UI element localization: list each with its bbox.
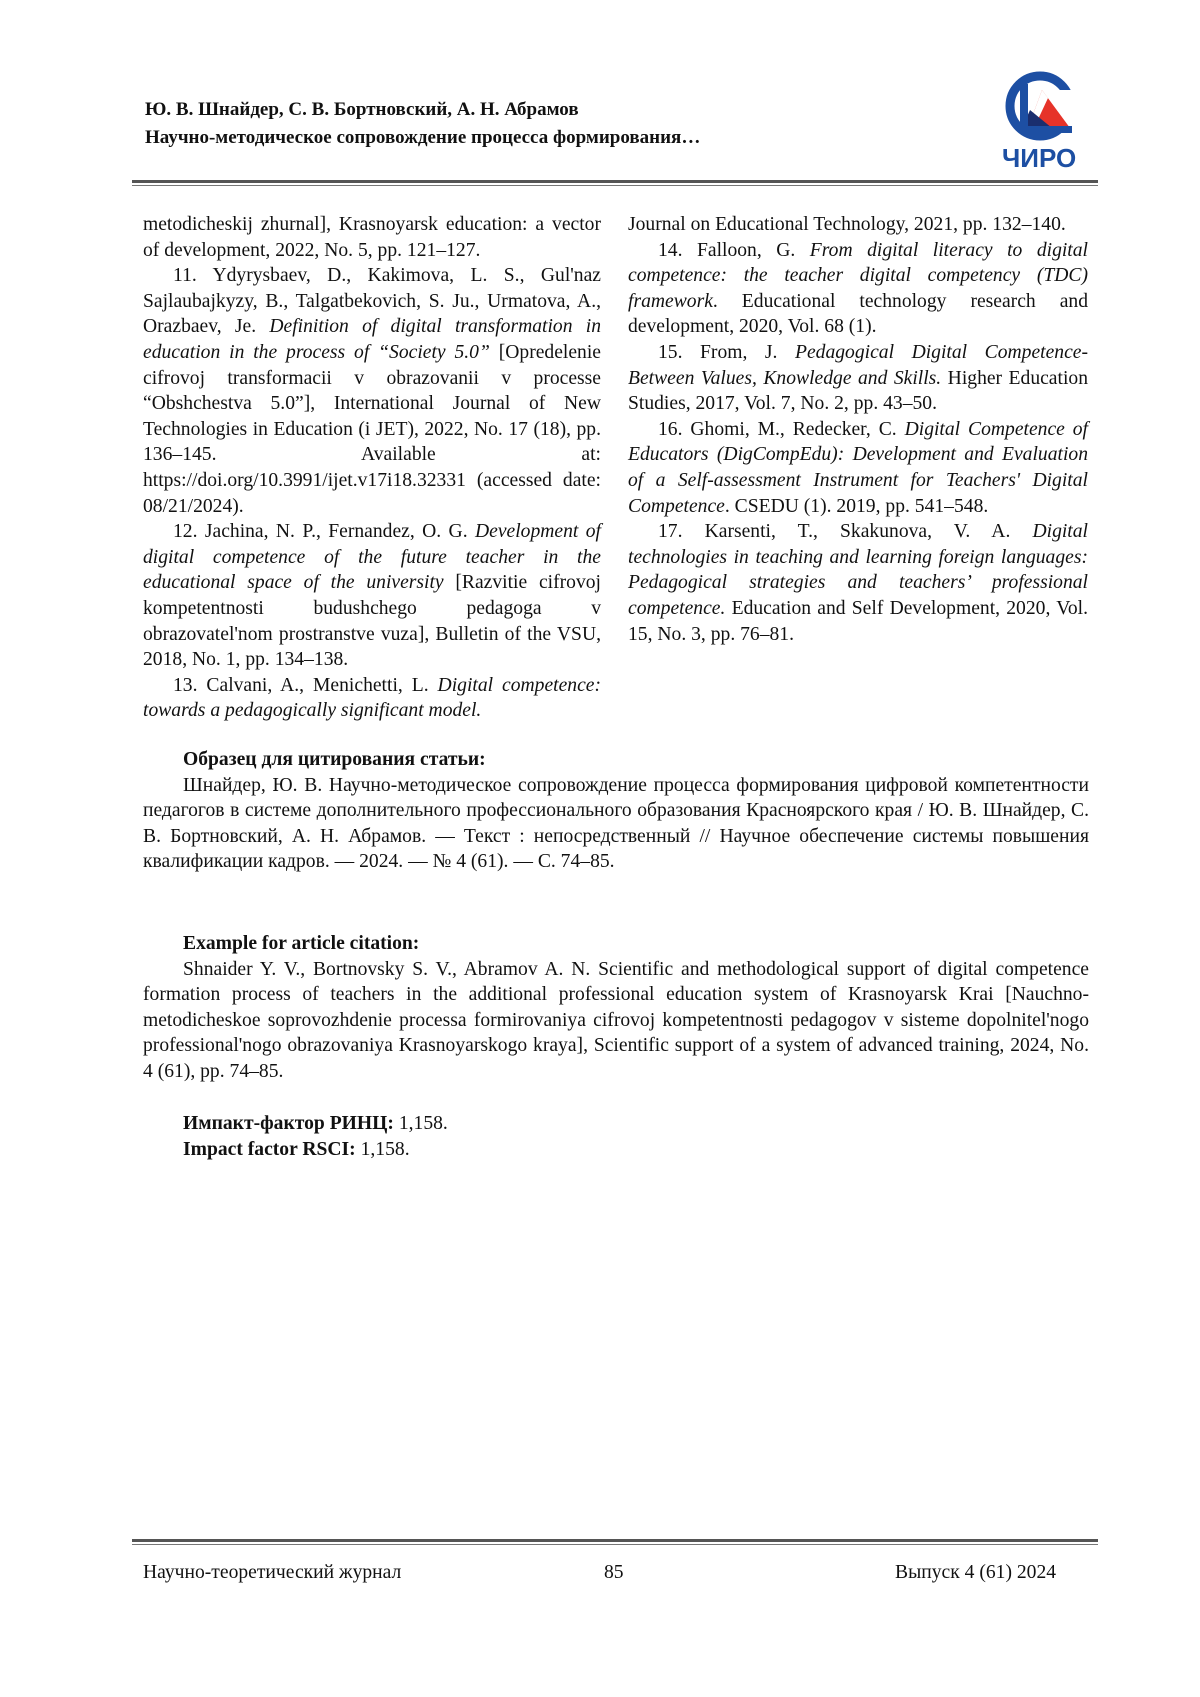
page-header [145, 96, 1005, 152]
impact-factor-en: Impact factor RSCI: 1,158. [183, 1139, 410, 1160]
reference-15: 15. From, J. Pedagogical Digital Competence-Between Values, Knowledge and Skills. Higher Education Studies, 2017, Vol. 7, No. 2, pp. 43–50. [628, 341, 1088, 415]
reference-17: 17. Karsenti, T., Skakunova, V. A. Digital technologies in teaching and learning foreign languages: Pedagogical strategies and teachers’ professional competence. Education and Self Development, 2020, Vol. 15, No. 3, pp. 76–81. [628, 521, 1088, 645]
reference-11: 11. Ydyrysbaev, D., Kakimova, L. S., Gul'naz Sajlaubajkyzy, B., Talgatbekovich, S. Ju., Urmatova, A., Orazbaev, Je. Definition of digital transformation in education in the process of “Society 5.0” [Opredelenie cifrovoj transformacii v obrazovanii v processe “Obshchestva 5.0”], International Journal of New Technologies in Education (i JET), 2022, No. 17 (18), pp. 136–145. Available at: https://doi.org/10.3991/ijet.v17i18.32331 (accessed date: 08/21/2024). [143, 265, 601, 517]
citation-ru-heading: Образец для цитирования статьи: [183, 749, 486, 770]
footer-divider-thin [132, 1544, 1098, 1545]
citation-ru [143, 747, 1089, 875]
impact-factor-ru: Импакт-фактор РИНЦ: 1,158. [183, 1113, 448, 1134]
footer-journal: Научно-теоретический журнал [143, 1562, 402, 1583]
citation-en [143, 931, 1089, 1085]
logo-text: ЧИРО [1002, 143, 1077, 173]
reference-13: 13. Calvani, A., Menichetti, L. Digital competence: towards a pedagogically significant model. [143, 674, 601, 722]
header-divider [132, 180, 1098, 183]
header-authors: Ю. В. Шнайдер, С. В. Бортновский, А. Н. Абрамов [145, 99, 579, 120]
right-column [628, 212, 1088, 647]
header-divider-thin [132, 185, 1098, 186]
reference-12: 12. Jachina, N. P., Fernandez, O. G. Development of digital competence of the future teacher in the educational space of the university [Razvitie cifrovoj kompetentnosti budushchego pedagoga v obrazovatel'nom prostranstve vuza], Bulletin of the VSU, 2018, No. 1, pp. 134–138. [143, 521, 601, 671]
page-number: 85 [604, 1562, 624, 1583]
left-column [143, 212, 601, 724]
reference-14: 14. Falloon, G. From digital literacy to digital competence: the teacher digital competency (TDC) framework. Educational technology research and development, 2020, Vol. 68 (1). [628, 239, 1088, 338]
citation-en-heading: Example for article citation: [183, 933, 420, 954]
header-title: Научно-методическое сопровождение процесса формирования… [145, 127, 701, 148]
reference-continuation: metodicheskij zhurnal], Krasnoyarsk education: a vector of development, 2022, No. 5, pp. 121–127. [143, 214, 601, 261]
reference-16: 16. Ghomi, M., Redecker, C. Digital Competence of Educators (DigCompEdu): Development and Evaluation of a Self-assessment Instrument for Teachers' Digital Competence. CSEDU (1). 2019, pp. 541–548. [628, 418, 1088, 517]
footer-issue: Выпуск 4 (61) 2024 [895, 1562, 1057, 1583]
reference-13-continuation: Journal on Educational Technology, 2021, pp. 132–140. [628, 214, 1066, 235]
footer-divider [132, 1539, 1098, 1542]
impact-factor [183, 1111, 448, 1163]
citation-ru-text: Шнайдер, Ю. В. Научно-методическое сопровождение процесса формирования цифровой компетентности педагогов в системе дополнительного профессионального образования Красноярского края / Ю. В. Шнайдер, С. В. Бортновский, А. Н. Абрамов. — Текст : непосредственный // Научное обеспечение системы повышения квалификации кадров. — 2024. — № 4 (61). — С. 74–85. [143, 774, 1089, 873]
citation-en-text: Shnaider Y. V., Bortnovsky S. V., Abramov A. N. Scientific and methodological support of digital competence formation process of teachers in the additional professional education system of Krasnoyarsk Krai [Nauchno-metodicheskoe soprovozhdenie processa formirovaniya cifrovoj kompetentnosti pedagogov v sisteme dopolnitel'nogo professional'nogo obrazovaniya Krasnoyarskogo kraya], Scientific support of a system of advanced training, 2024, No. 4 (61), pp. 74–85. [143, 958, 1089, 1082]
